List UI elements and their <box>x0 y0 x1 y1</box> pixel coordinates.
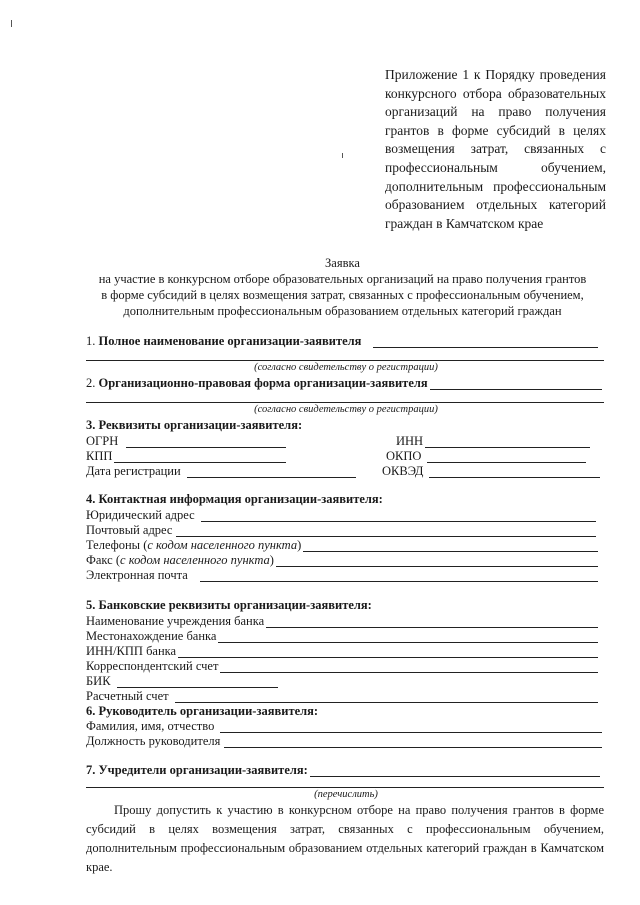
field-bank-inn-kpp <box>86 642 598 658</box>
phones-label: Телефоны ( <box>86 538 148 552</box>
kpp-label: КПП <box>86 449 113 463</box>
founders-input-line[interactable] <box>310 765 600 777</box>
section-1-number: 1. <box>86 334 96 348</box>
founders-input-line-2[interactable] <box>86 787 604 788</box>
field-account <box>86 687 598 703</box>
okved-label: ОКВЭД <box>382 464 424 478</box>
field-ogrn <box>86 432 286 448</box>
section-2-label: Организационно-правовая форма организации-заявителя <box>98 376 428 390</box>
field-fax <box>86 551 598 567</box>
reg-date-label: Дата регистрации <box>86 464 181 478</box>
director-name-label: Фамилия, имя, отчество <box>86 719 215 733</box>
field-director-name <box>86 717 602 733</box>
scan-mark <box>342 153 343 158</box>
bank-inn-kpp-label: ИНН/КПП банка <box>86 644 177 658</box>
section-1-hint: (согласно свидетельству о регистрации) <box>254 362 438 373</box>
scan-mark <box>11 20 12 27</box>
bank-name-label: Наименование учреждения банка <box>86 614 265 628</box>
section-4-title: 4. Контактная информация организации-заявителя: <box>86 492 383 506</box>
field-corr-account <box>86 657 598 673</box>
director-position-label: Должность руководителя <box>86 734 221 748</box>
corr-account-label: Корреспондентский счет <box>86 659 219 673</box>
appendix-note: Приложение 1 к Порядку проведения конкурсного отбора образовательных организаций на право получения грантов в форме субсидий в целях возмещения затрат, связанных с профессиональным обучением, дополнительным профессиональным образованием отдельных категорий граждан в Камчатском крае <box>385 67 606 231</box>
fax-label-close: ) <box>269 553 274 567</box>
field-reg-date <box>86 462 356 478</box>
field-inn <box>396 432 590 448</box>
ogrn-label: ОГРН <box>86 434 119 448</box>
field-bik <box>86 672 278 688</box>
reg-date-input-line[interactable] <box>187 466 356 478</box>
section-5-title: 5. Банковские реквизиты организации-заявителя: <box>86 598 372 612</box>
email-input-line[interactable] <box>200 570 598 582</box>
section-3-title: 3. Реквизиты организации-заявителя: <box>86 418 303 432</box>
section-6-title: 6. Руководитель организации-заявителя: <box>86 704 319 718</box>
field-kpp <box>86 447 286 463</box>
fax-label-hint: с кодом населенного пункта <box>120 553 270 567</box>
field-okved <box>382 462 600 478</box>
full-name-input-line[interactable] <box>373 336 598 348</box>
section-1-label: Полное наименование организации-заявителя <box>98 334 362 348</box>
okpo-label: ОКПО <box>386 449 422 463</box>
director-position-input-line[interactable] <box>224 736 602 748</box>
field-phones <box>86 536 598 552</box>
legal-address-label: Юридический адрес <box>86 508 195 522</box>
phones-label-hint: с кодом населенного пункта <box>147 538 298 552</box>
form-subtitle-line-3: дополнительным профессиональным образованием отдельных категорий граждан <box>123 304 562 318</box>
field-full-name <box>86 332 598 348</box>
section-7-label: 7. Учредители организации-заявителя: <box>86 763 308 777</box>
account-label: Расчетный счет <box>86 689 169 703</box>
section-2-hint: (согласно свидетельству о регистрации) <box>254 404 438 415</box>
phones-label-close: ) <box>297 538 302 552</box>
section-7-hint: (перечислить) <box>314 789 378 800</box>
section-2-number: 2. <box>86 376 96 390</box>
field-founders <box>86 761 600 777</box>
bank-location-label: Местонахождение банка <box>86 629 217 643</box>
field-bank-name <box>86 612 598 628</box>
field-legal-address <box>86 506 596 522</box>
email-label: Электронная почта <box>86 568 188 582</box>
form-heading: Заявка <box>325 256 360 270</box>
okved-input-line[interactable] <box>429 466 600 478</box>
field-postal-address <box>86 521 596 537</box>
form-subtitle-line-1: на участие в конкурсном отборе образовательных организаций на право получения грантов <box>98 272 587 286</box>
form-subtitle-line-2: в форме субсидий в целях возмещения затрат, связанных с профессиональным обучением, <box>101 288 584 302</box>
postal-address-label: Почтовый адрес <box>86 523 173 537</box>
bik-label: БИК <box>86 674 111 688</box>
field-legal-form <box>86 374 602 390</box>
legal-form-input-line-2[interactable] <box>86 402 604 403</box>
legal-form-input-line[interactable] <box>430 378 602 390</box>
request-paragraph: Прошу допустить к участию в конкурсном отборе на право получения грантов в форме субсидий в целях возмещения затрат, связанных с профессиональным обучением, дополнительным профессиональным образованием отдельных категорий граждан в Камчатском крае. <box>86 803 604 874</box>
fax-label: Факс ( <box>86 553 121 567</box>
field-email <box>86 566 598 582</box>
field-okpo <box>386 447 586 463</box>
inn-label: ИНН <box>396 434 424 448</box>
full-name-input-line-2[interactable] <box>86 360 604 361</box>
field-bank-location <box>86 627 598 643</box>
field-director-position <box>86 732 602 748</box>
